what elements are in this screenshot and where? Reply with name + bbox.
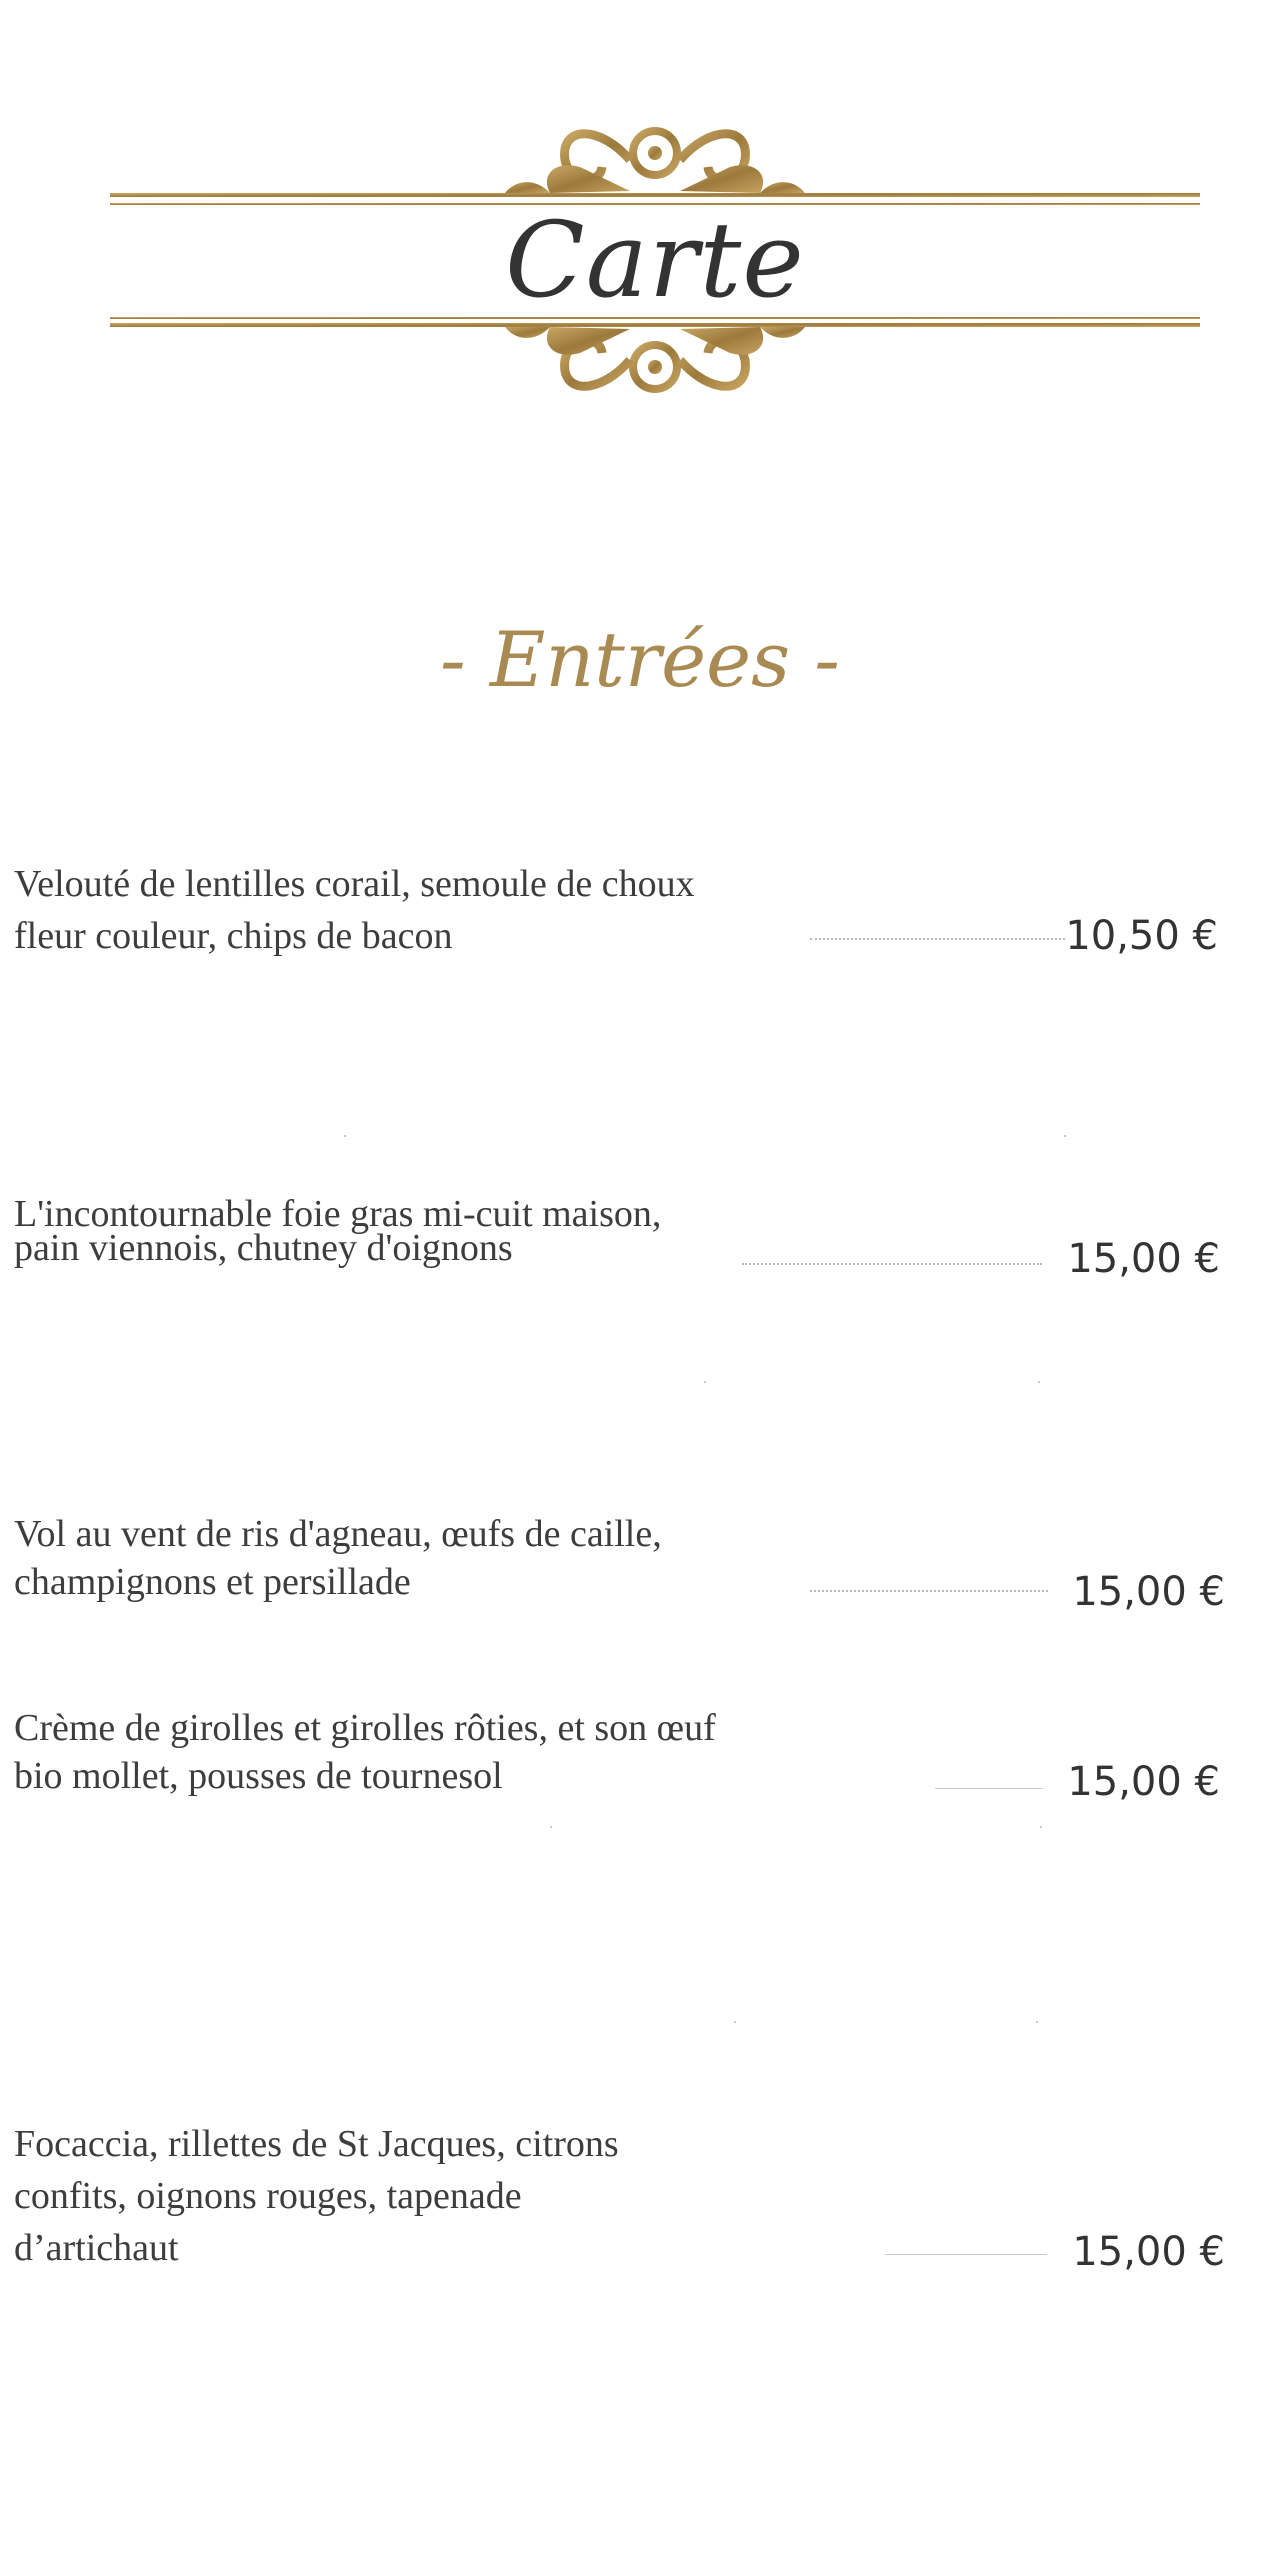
menu-item — [0, 1510, 1280, 1615]
stray-dot — [1038, 1381, 1040, 1383]
leader-line — [935, 1788, 1043, 1789]
menu-item — [0, 2118, 1280, 2278]
section-title: - Entrées - — [440, 615, 840, 704]
stray-dot — [550, 1826, 552, 1828]
menu-item-price: 15,00 € — [1067, 1236, 1220, 1282]
menu-item-price: 15,00 € — [1072, 2229, 1225, 2275]
menu-item-description: Crème de girolles et girolles rôties, et son œuf bio mollet, pousses de tournesol — [14, 1707, 716, 1797]
menu-item-price: 15,00 € — [1067, 1759, 1220, 1805]
dotted-leader — [742, 1263, 1042, 1265]
menu-title: Carte — [505, 199, 805, 321]
leader-line — [885, 2254, 1047, 2255]
menu-item-description: L'incontournable foie gras mi-cuit maison, pain viennois, chutney d'oignons — [14, 1193, 662, 1269]
bottom-scroll-ornament-icon — [505, 327, 805, 389]
stray-dot — [1064, 1135, 1066, 1137]
stray-dot — [734, 2021, 736, 2023]
menu-item-description: Focaccia, rillettes de St Jacques, citrons confits, oignons rouges, tapenade d’artichaut — [14, 2123, 619, 2269]
dotted-leader — [810, 1590, 1048, 1592]
menu-item-description: Velouté de lentilles corail, semoule de choux fleur couleur, chips de bacon — [14, 863, 695, 957]
menu-item-price: 10,50 € — [1065, 913, 1218, 959]
stray-dot — [1040, 1826, 1042, 1828]
menu-item-price: 15,00 € — [1072, 1569, 1225, 1615]
dotted-leader — [810, 938, 1065, 940]
menu-item — [0, 1193, 1280, 1297]
top-scroll-ornament-icon — [505, 131, 805, 193]
stray-dot — [1036, 2021, 1038, 2023]
stray-dot — [704, 1381, 706, 1383]
menu-item — [0, 858, 1280, 968]
menu-item — [0, 1704, 1280, 1804]
stray-dot — [344, 1135, 346, 1137]
menu-item-description: Vol au vent de ris d'agneau, œufs de caille, champignons et persillade — [14, 1513, 662, 1603]
